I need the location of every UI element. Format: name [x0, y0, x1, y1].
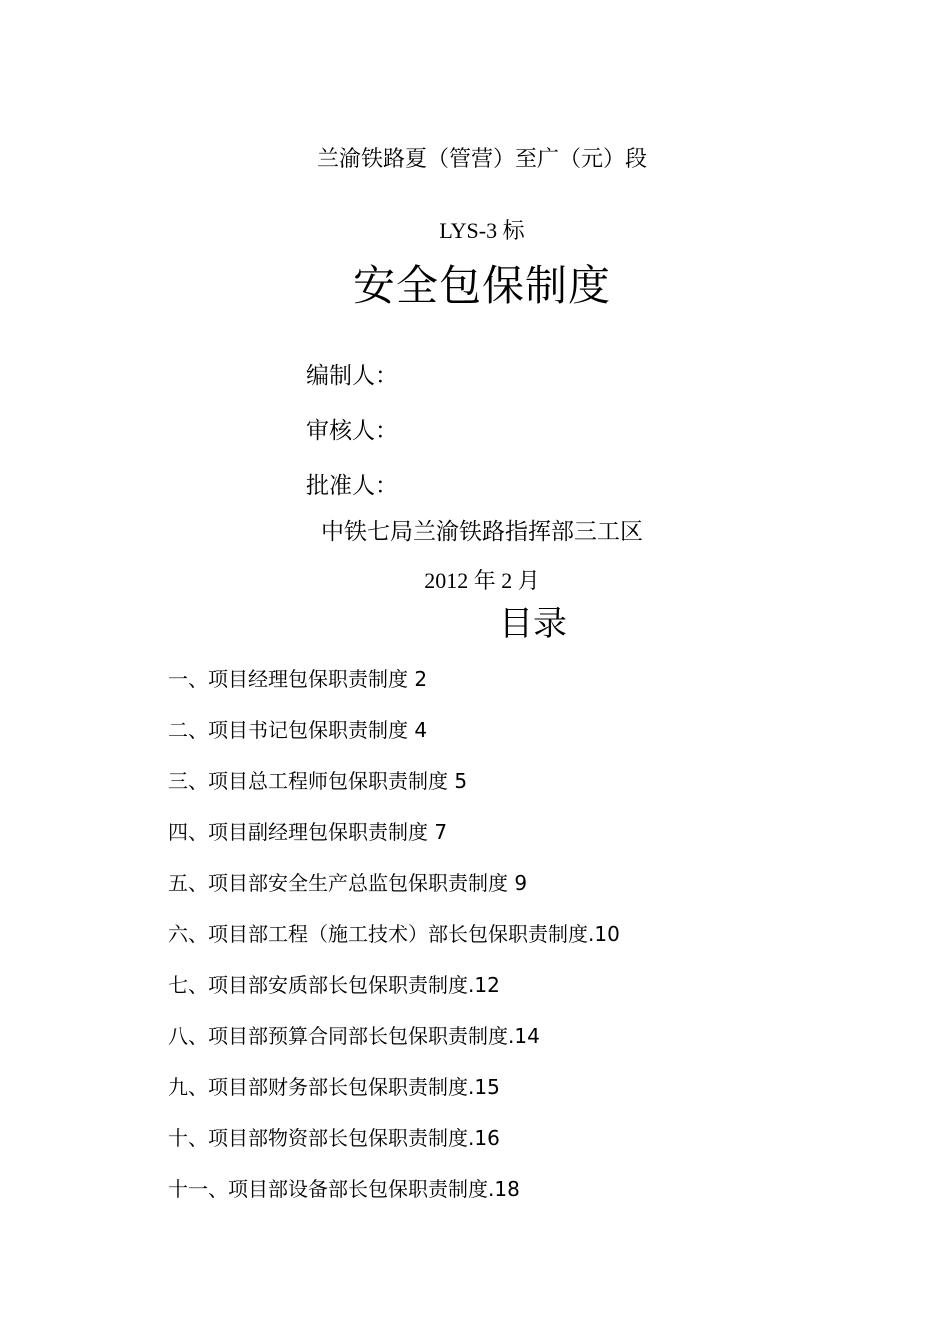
toc-item[interactable]: 二、项目书记包保职责制度 4 [168, 718, 428, 742]
toc-item[interactable]: 四、项目副经理包保职责制度 7 [168, 820, 448, 844]
toc-item[interactable]: 九、项目部财务部长包保职责制度.15 [168, 1075, 500, 1099]
toc-item[interactable]: 五、项目部安全生产总监包保职责制度 9 [168, 871, 528, 895]
reviewer-label: 审核人： [306, 418, 398, 444]
section-code: LYS-3 标 [439, 218, 525, 243]
organization-name: 中铁七局兰渝铁路指挥部三工区 [321, 519, 643, 545]
toc-item[interactable]: 六、项目部工程（施工技术）部长包保职责制度.10 [168, 922, 620, 946]
toc-list [168, 664, 620, 1225]
project-line: 兰渝铁路夏（管营）至广（元）段 [316, 147, 647, 172]
document-title: 安全包保制度 [352, 261, 611, 310]
compiler-label: 编制人： [306, 363, 398, 389]
toc-item[interactable]: 十一、项目部设备部长包保职责制度.18 [168, 1177, 520, 1201]
toc-item[interactable]: 三、项目总工程师包保职责制度 5 [168, 769, 468, 793]
toc-item[interactable]: 七、项目部安质部长包保职责制度.12 [168, 973, 500, 997]
toc-item[interactable]: 八、项目部预算合同部长包保职责制度.14 [168, 1024, 540, 1048]
toc-item[interactable]: 十、项目部物资部长包保职责制度.16 [168, 1126, 500, 1150]
toc-title: 目录 [499, 604, 567, 644]
toc-item[interactable]: 一、项目经理包保职责制度 2 [168, 667, 428, 691]
document-date: 2012 年 2 月 [424, 568, 540, 593]
approver-label: 批准人： [306, 473, 398, 499]
